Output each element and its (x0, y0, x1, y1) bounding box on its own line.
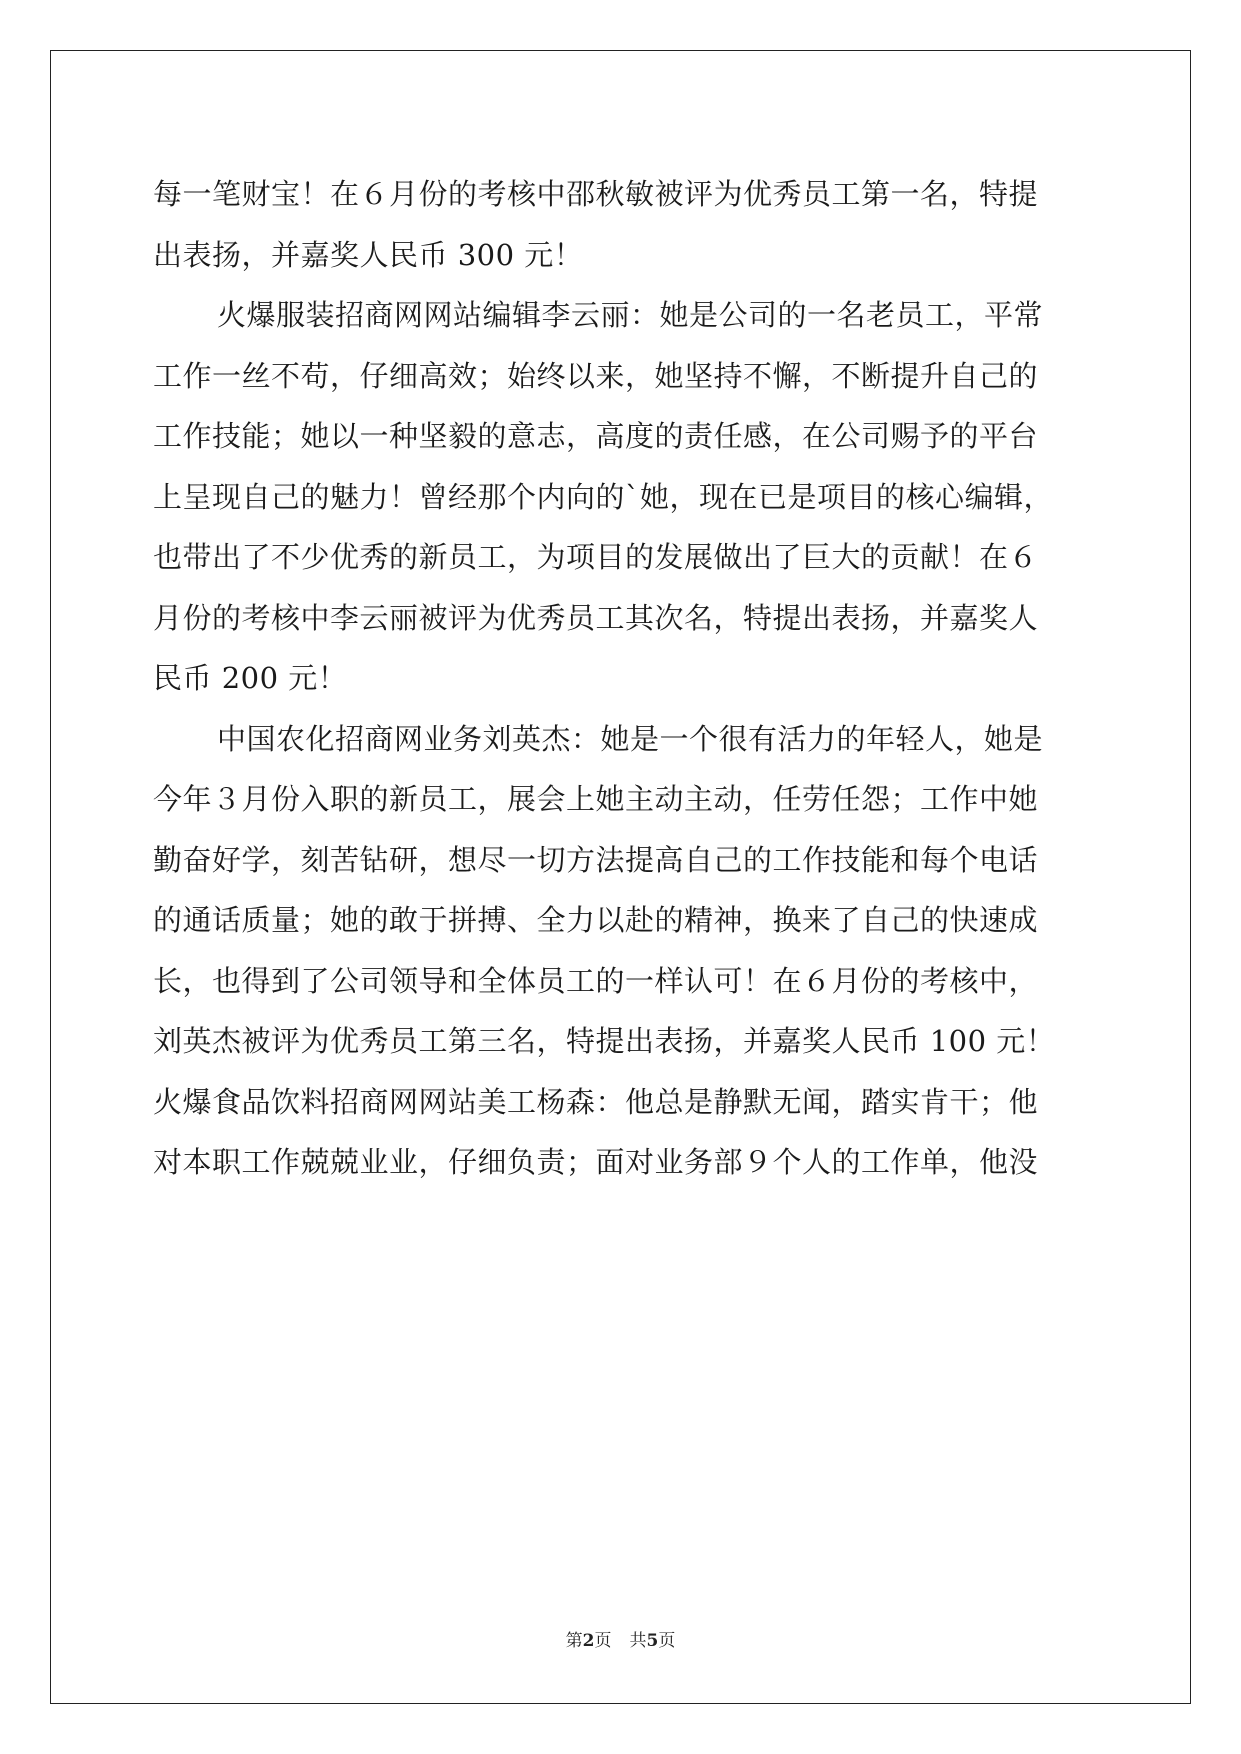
document-body (153, 164, 1113, 1193)
total-page-count: 5 (646, 1631, 659, 1651)
total-prefix: 共 (629, 1631, 647, 1651)
page-suffix: 页 (594, 1631, 612, 1651)
text-line: 刘英杰被评为优秀员工第三名，特提出表扬，并嘉奖人民币 100 元！ (153, 1024, 1056, 1058)
page-number-footer (0, 1626, 1241, 1651)
text-line: 每一笔财宝！在６月份的考核中邵秋敏被评为优秀员工第一名，特提 (153, 177, 1039, 211)
text-line: 勤奋好学，刻苦钻研，想尽一切方法提高自己的工作技能和每个电话 (153, 842, 1039, 877)
text-line: 工作一丝不苟，仔细高效；始终以来，她坚持不懈，不断提升自己的 (153, 358, 1039, 393)
text-line: 月份的考核中李云丽被评为优秀员工其次名，特提出表扬，并嘉奖人 (153, 600, 1039, 635)
text-line: 出表扬，并嘉奖人民币 300 元！ (153, 237, 584, 272)
text-line: 也带出了不少优秀的新员工，为项目的发展做出了巨大的贡献！在６ (153, 540, 1039, 574)
text-line: 上呈现自己的魅力！曾经那个内向的`她，现在已是项目的核心编辑， (153, 479, 1054, 514)
text-line: 工作技能；她以一种坚毅的意志，高度的责任感，在公司赐予的平台 (153, 419, 1039, 453)
text-line: 的通话质量；她的敢于拼搏、全力以赴的精神，换来了自己的快速成 (153, 903, 1039, 937)
total-suffix: 页 (658, 1631, 676, 1651)
text-line: 火爆食品饮料招商网网站美工杨森：他总是静默无闻，踏实肯干；他 (153, 1084, 1039, 1119)
text-line: 对本职工作兢兢业业，仔细负责；面对业务部９个人的工作单，他没 (153, 1145, 1039, 1179)
text-line: 长，也得到了公司领导和全体员工的一样认可！在６月份的考核中， (153, 963, 1039, 998)
text-line: 火爆服装招商网网站编辑李云丽：她是公司的一名老员工，平常 (217, 298, 1044, 332)
current-page-number: 2 (582, 1631, 595, 1651)
text-line: 今年３月份入职的新员工，展会上她主动主动，任劳任怨；工作中她 (153, 782, 1039, 816)
text-line: 民币 200 元！ (153, 661, 348, 695)
page-prefix: 第 (565, 1631, 583, 1651)
text-line: 中国农化招商网业务刘英杰：她是一个很有活力的年轻人，她是 (217, 721, 1044, 756)
